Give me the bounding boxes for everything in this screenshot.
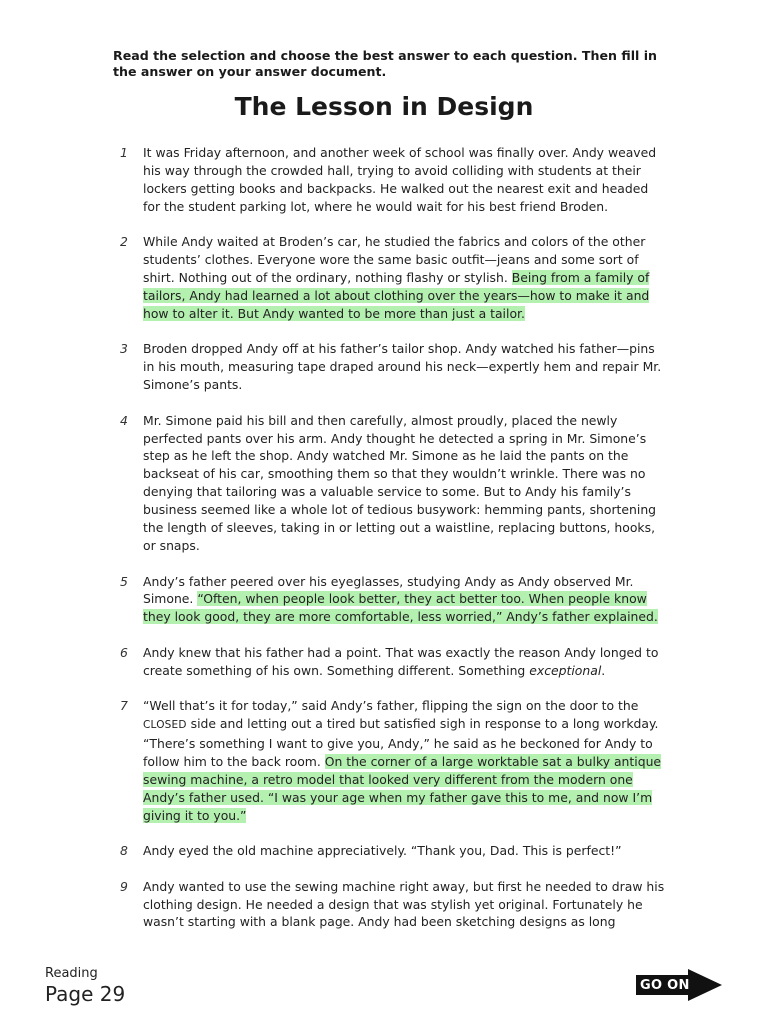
- paragraph-text-end: .: [601, 662, 606, 678]
- go-on-label: GO ON: [640, 978, 690, 993]
- highlighted-text: “Often, when people look better, they act better too. When people know they look good, they are more comfortable, less worried,” Andy’s father explained.: [143, 591, 658, 625]
- paragraph-4: [113, 412, 673, 555]
- paragraph-text-plain: Andy knew that his father had a point. That was exactly the reason Andy longed to create something of his own. Something different. Something: [143, 644, 659, 678]
- paragraph-text: [143, 233, 673, 323]
- footer-page-number: Page 29: [45, 982, 126, 1006]
- paragraph-text-middle: side and letting out a tired but satisfied sigh in response to a long workday. “There’s something I want to give you, Andy,” he said as he beckoned for Andy to follow him to the back room.: [143, 716, 659, 769]
- paragraph-text-plain: “Well that’s it for today,” said Andy’s father, flipping the sign on the door to the: [143, 698, 639, 714]
- small-caps-text: CLOSED: [143, 719, 187, 732]
- highlighted-text: Being from a family of tailors, Andy had learned a lot about clothing over the years—how to make it and how to alter it. But Andy wanted to be more than just a tailor.: [143, 270, 650, 321]
- paragraph-6: [113, 644, 673, 680]
- paragraph-3: [113, 340, 673, 394]
- paragraph-number: 7: [120, 698, 128, 714]
- paragraph-7: [113, 697, 673, 824]
- paragraph-number: 2: [120, 234, 128, 250]
- paragraph-text: [143, 644, 673, 680]
- footer-section-label: Reading: [45, 966, 98, 981]
- paragraph-text: [143, 573, 673, 627]
- paragraph-number: 5: [120, 573, 128, 589]
- paragraph-2: [113, 233, 673, 323]
- paragraph-8: [113, 842, 673, 860]
- paragraph-text-plain: While Andy waited at Broden’s car, he studied the fabrics and colors of the other students’ clothes. Everyone wore the same basic outfit—jeans and some sort of shirt. Nothing out of the ordinary, nothing flashy or stylish.: [143, 234, 646, 286]
- paragraph-1: [113, 144, 673, 216]
- paragraph-text: It was Friday afternoon, and another week of school was finally over. Andy weaved his way through the crowded hall, trying to avoid colliding with students at their lockers getting books and backpacks. He walked out the nearest exit and headed for the student parking lot, where he would wait for his best friend Broden.: [143, 145, 657, 214]
- page-title: The Lesson in Design: [234, 92, 534, 121]
- paragraph-number: 8: [120, 843, 128, 859]
- paragraph-text: [143, 697, 673, 824]
- paragraph-text-plain: Andy’s father peered over his eyeglasses, studying Andy as Andy observed Mr. Simone.: [143, 573, 634, 607]
- paragraph-number: 1: [120, 145, 128, 160]
- paragraph-text: Mr. Simone paid his bill and then carefully, almost proudly, placed the newly perfected pants over his arm. Andy thought he detected a spring in Mr. Simone’s step as he left the shop. Andy watched Mr. Simone as he laid the pants on the backseat of his car, smoothing them so that they wouldn’t wrinkle. There was no denying that tailoring was a valuable service to some. But to Andy his family’s business seemed like a whole lot of tedious busywork: hemming pants, shortening the length of sleeves, taking in or letting out a waistline, replacing buttons, hooks, or snaps.: [143, 412, 657, 553]
- paragraph-text: Andy eyed the old machine appreciatively. “Thank you, Dad. This is perfect!”: [143, 843, 622, 859]
- passage: [113, 144, 673, 949]
- italic-text: exceptional: [529, 662, 602, 678]
- go-on-button[interactable]: [636, 969, 724, 1001]
- paragraph-text: Broden dropped Andy off at his father’s tailor shop. Andy watched his father—pins in his mouth, measuring tape draped around his neck—expertly hem and repair Mr. Simone’s pants.: [143, 341, 662, 393]
- paragraph-number: 4: [120, 412, 128, 428]
- paragraph-number: 6: [120, 644, 128, 660]
- paragraph-text: Andy wanted to use the sewing machine right away, but first he needed to draw his clothing design. He needed a design that was stylish yet original. Fortunately he wasn’t starting with a blank page. Andy had been sketching designs as long: [143, 878, 665, 930]
- paragraph-number: 9: [120, 878, 128, 894]
- paragraph-9: [113, 878, 673, 932]
- highlighted-text: On the corner of a large worktable sat a bulky antique sewing machine, a retro model that looked very different from the modern one Andy’s father used. “I was your age when my father gave this to me, and now I’m giving it to you.”: [143, 753, 662, 823]
- paragraph-number: 3: [120, 341, 128, 357]
- paragraph-5: [113, 573, 673, 627]
- instructions: Read the selection and choose the best answer to each question. Then fill in the answer on your answer document.: [113, 48, 658, 79]
